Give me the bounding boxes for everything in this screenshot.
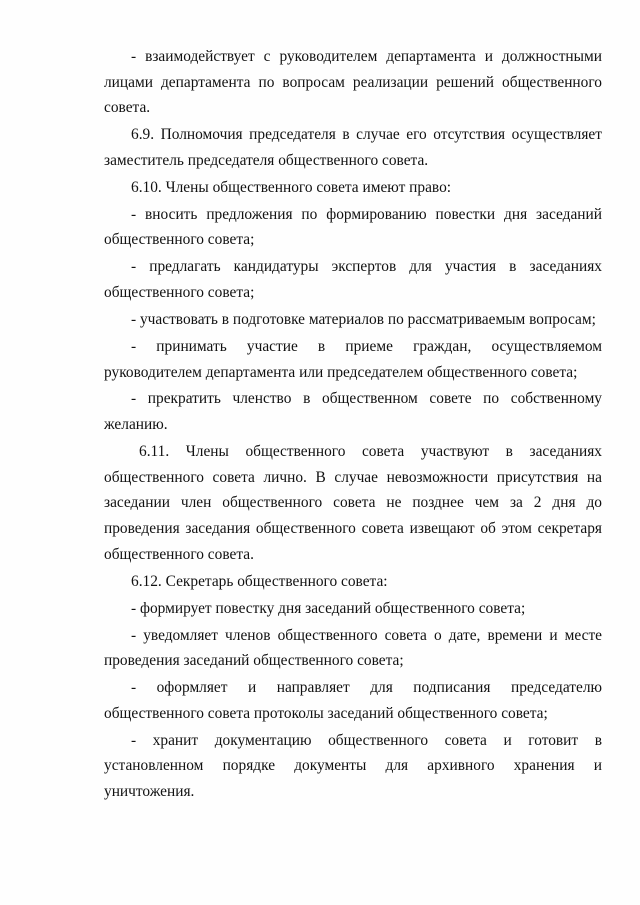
paragraph-1: - взаимодействует с руководителем департамента и должностными лицами департамента по вопросам реализации решений общественного совета. xyxy=(104,48,602,117)
paragraph-5: - предлагать кандидатуры экспертов для участия в заседаниях общественного совета; xyxy=(104,258,602,302)
paragraph-13: - оформляет и направляет для подписания председателю общественного совета протоколы заседаний общественного совета; xyxy=(104,679,602,722)
paragraph-8: - прекратить членство в общественном совете по собственному желанию. xyxy=(104,390,602,434)
document-body xyxy=(104,44,602,806)
paragraph-4: - вносить предложения по формированию повестки дня заседаний общественного совета; xyxy=(104,205,602,249)
paragraph-6: - участвовать в подготовке материалов по рассматриваемым вопросам; xyxy=(131,310,596,328)
paragraph-11: - формирует повестку дня заседаний общественного совета; xyxy=(131,599,526,617)
paragraph-10: 6.12. Секретарь общественного совета: xyxy=(131,572,388,590)
paragraph-3: 6.10. Члены общественного совета имеют право: xyxy=(131,178,452,196)
paragraph-14: - хранит документацию общественного совета и готовит в установленном порядке документы для архивного хранения и уничтожения. xyxy=(104,731,602,801)
paragraph-2: 6.9. Полномочия председателя в случае его отсутствия осуществляет заместитель председателя общественного совета. xyxy=(104,126,602,169)
paragraph-12: - уведомляет членов общественного совета о дате, времени и месте проведения заседаний общественного совета; xyxy=(104,626,602,670)
paragraph-9: 6.11. Члены общественного совета участвуют в заседаниях общественного совета лично. В случае невозможности присутствия на заседании член общественного совета не позднее чем за 2 дня до проведения заседания общественного совета извещают об этом секретаря общественного совета. xyxy=(104,443,602,563)
paragraph-7: - принимать участие в приеме граждан, осуществляемом руководителем департамента или председателем общественного совета; xyxy=(104,337,602,381)
